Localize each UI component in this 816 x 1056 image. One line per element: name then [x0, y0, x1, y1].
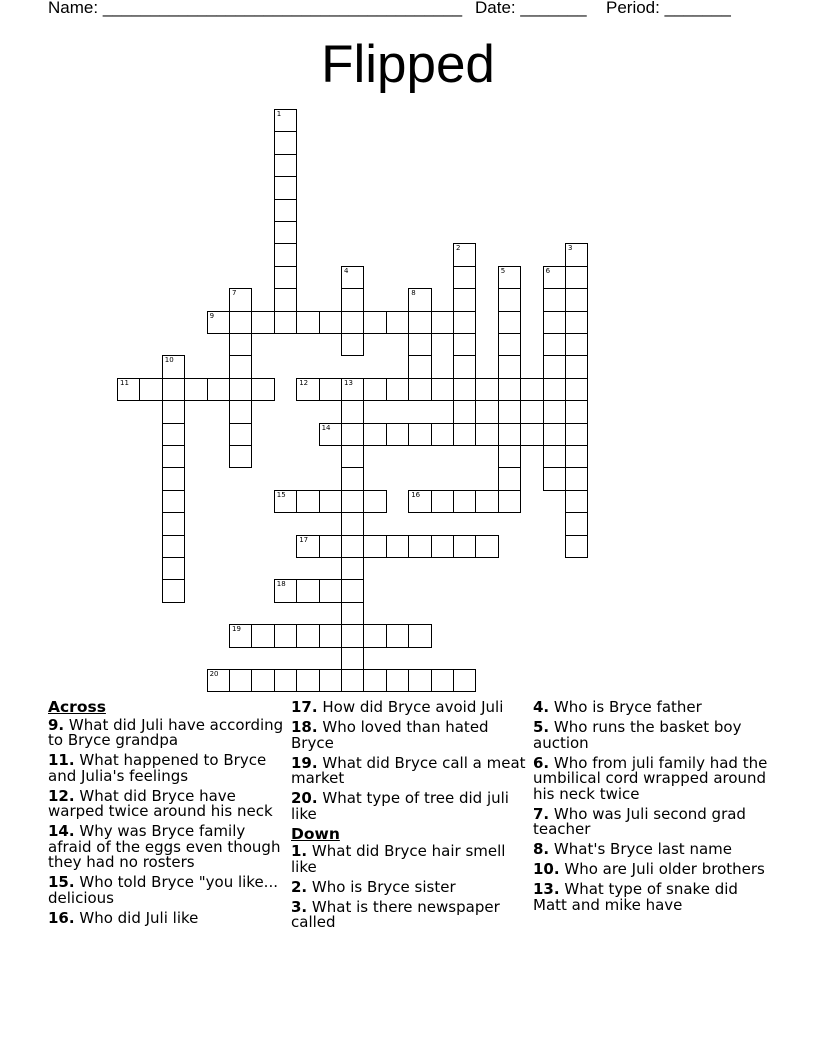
- grid-cell[interactable]: [274, 490, 297, 513]
- grid-cell[interactable]: [319, 311, 342, 334]
- grid-cell[interactable]: [363, 311, 386, 334]
- grid-cell[interactable]: [341, 445, 364, 468]
- clue-down-6: 6. Who from juli family had the umbilical cord wrapped around his neck twice: [533, 753, 768, 803]
- grid-cell[interactable]: [453, 243, 476, 266]
- grid-cell[interactable]: [251, 669, 274, 692]
- grid-cell[interactable]: [341, 266, 364, 289]
- grid-cell[interactable]: [274, 199, 297, 222]
- clue-number: 3: [568, 244, 573, 253]
- grid-cell[interactable]: [296, 624, 319, 647]
- grid-cell[interactable]: [229, 669, 252, 692]
- grid-cell[interactable]: [543, 288, 566, 311]
- clue-down-8: 8. What's Bryce last name: [533, 840, 732, 858]
- grid-cell[interactable]: [543, 311, 566, 334]
- grid-cell[interactable]: [229, 378, 252, 401]
- grid-cell[interactable]: [341, 624, 364, 647]
- clue-down-10: 10. Who are Juli older brothers: [533, 860, 765, 878]
- grid-cell[interactable]: [520, 378, 543, 401]
- grid-cell[interactable]: [117, 378, 140, 401]
- grid-cell[interactable]: [565, 311, 588, 334]
- grid-cell[interactable]: [251, 624, 274, 647]
- grid-cell[interactable]: [543, 400, 566, 423]
- grid-cell[interactable]: [162, 535, 185, 558]
- grid-cell[interactable]: [162, 378, 185, 401]
- clue-number: 19: [232, 625, 241, 634]
- clue-number: 1: [276, 110, 282, 118]
- grid-cell[interactable]: [296, 669, 319, 692]
- clue-number: 15: [276, 490, 286, 499]
- grid-cell[interactable]: [431, 669, 454, 692]
- grid-cell[interactable]: [565, 288, 588, 311]
- clue-across-11: 11. What happened to Bryce and Julia's feelings: [48, 751, 267, 785]
- grid-cell[interactable]: [520, 423, 543, 446]
- grid-cell[interactable]: [453, 333, 476, 356]
- clue-number: 12: [299, 378, 309, 387]
- grid-cell[interactable]: [229, 355, 252, 378]
- grid-cell[interactable]: [319, 669, 342, 692]
- clue-across-17: 17. How did Bryce avoid Juli: [291, 698, 504, 716]
- grid-cell[interactable]: [341, 467, 364, 490]
- clue-across-12: 12. What did Bryce have warped twice around his neck: [48, 786, 273, 820]
- grid-cell[interactable]: [341, 378, 364, 401]
- grid-cell[interactable]: [431, 311, 454, 334]
- name-label: Name:: [48, 0, 99, 17]
- grid-cell[interactable]: [543, 333, 566, 356]
- grid-cell[interactable]: [319, 490, 342, 513]
- grid-cell[interactable]: [251, 378, 274, 401]
- clue-across-9: 9. What did Juli have according to Bryce grandpa: [48, 715, 284, 749]
- grid-cell[interactable]: [139, 378, 162, 401]
- grid-cell[interactable]: [319, 579, 342, 602]
- clue-number: 8: [411, 289, 416, 298]
- clue-down-4: 4. Who is Bryce father: [533, 698, 702, 716]
- grid-cell[interactable]: [341, 535, 364, 558]
- clue-number: 18: [276, 580, 286, 589]
- grid-cell[interactable]: [251, 311, 274, 334]
- grid-cell[interactable]: [207, 669, 230, 692]
- grid-cell[interactable]: [229, 311, 252, 334]
- grid-cell[interactable]: [386, 624, 409, 647]
- grid-cell[interactable]: [274, 131, 297, 154]
- clue-number: 4: [344, 266, 349, 275]
- grid-cell[interactable]: [296, 378, 319, 401]
- grid-cell[interactable]: [274, 176, 297, 199]
- grid-cell[interactable]: [162, 512, 185, 535]
- grid-cell[interactable]: [229, 445, 252, 468]
- grid-cell[interactable]: [498, 266, 521, 289]
- grid-cell[interactable]: [363, 490, 386, 513]
- grid-cell[interactable]: [565, 467, 588, 490]
- grid-cell[interactable]: [341, 288, 364, 311]
- grid-cell[interactable]: [543, 423, 566, 446]
- date-label: Date:: [475, 0, 516, 17]
- grid-cell[interactable]: [453, 535, 476, 558]
- grid-cell[interactable]: [565, 243, 588, 266]
- grid-cell[interactable]: [207, 378, 230, 401]
- grid-cell[interactable]: [453, 355, 476, 378]
- grid-cell[interactable]: [453, 288, 476, 311]
- grid-cell[interactable]: [543, 355, 566, 378]
- clue-number: 16: [411, 490, 421, 499]
- grid-cell[interactable]: [498, 378, 521, 401]
- grid-cell[interactable]: [408, 333, 431, 356]
- clue-number: 2: [456, 244, 461, 253]
- grid-cell[interactable]: [162, 557, 185, 580]
- grid-cell[interactable]: [341, 311, 364, 334]
- grid-cell[interactable]: [341, 647, 364, 670]
- grid-cell[interactable]: [565, 400, 588, 423]
- grid-cell[interactable]: [498, 490, 521, 513]
- grid-cell[interactable]: [498, 445, 521, 468]
- grid-cell[interactable]: [543, 467, 566, 490]
- grid-cell[interactable]: [319, 378, 342, 401]
- grid-cell[interactable]: [453, 400, 476, 423]
- clue-number: 6: [545, 266, 551, 275]
- grid-cell[interactable]: [543, 266, 566, 289]
- grid-cell[interactable]: [207, 311, 230, 334]
- grid-cell[interactable]: [296, 579, 319, 602]
- grid-cell[interactable]: [408, 535, 431, 558]
- grid-cell[interactable]: [341, 400, 364, 423]
- grid-cell[interactable]: [408, 624, 431, 647]
- clue-number: 10: [164, 356, 174, 365]
- grid-cell[interactable]: [565, 378, 588, 401]
- grid-cell[interactable]: [453, 669, 476, 692]
- grid-cell[interactable]: [162, 579, 185, 602]
- clue-down-7: 7. Who was Juli second grad teacher: [533, 804, 746, 838]
- grid-cell[interactable]: [498, 467, 521, 490]
- grid-cell[interactable]: [408, 378, 431, 401]
- clue-number: 9: [209, 311, 215, 320]
- grid-cell[interactable]: [408, 311, 431, 334]
- clue-number: 20: [209, 670, 219, 678]
- clue-number: 11: [120, 378, 129, 387]
- grid-cell[interactable]: [229, 423, 252, 446]
- grid-cell[interactable]: [229, 288, 252, 311]
- down-heading: Down: [291, 824, 340, 843]
- grid-cell[interactable]: [408, 669, 431, 692]
- grid-cell[interactable]: [363, 378, 386, 401]
- grid-cell[interactable]: [408, 355, 431, 378]
- grid-cell[interactable]: [498, 400, 521, 423]
- grid-cell[interactable]: [408, 288, 431, 311]
- grid-cell[interactable]: [565, 423, 588, 446]
- grid-cell[interactable]: [386, 669, 409, 692]
- grid-cell[interactable]: [363, 624, 386, 647]
- grid-cell[interactable]: [453, 266, 476, 289]
- grid-cell[interactable]: [363, 535, 386, 558]
- across-heading: Across: [48, 698, 106, 716]
- grid-cell[interactable]: [162, 467, 185, 490]
- grid-cell[interactable]: [431, 535, 454, 558]
- grid-cell[interactable]: [565, 266, 588, 289]
- grid-cell[interactable]: [274, 669, 297, 692]
- clues-column-2: [291, 700, 531, 935]
- clue-across-19: 19. What did Bryce call a meat market: [291, 753, 526, 787]
- grid-cell[interactable]: [498, 311, 521, 334]
- clues-column-1: [48, 700, 288, 931]
- grid-cell[interactable]: [296, 490, 319, 513]
- grid-cell[interactable]: [229, 333, 252, 356]
- grid-cell[interactable]: [229, 624, 252, 647]
- grid-cell[interactable]: [475, 535, 498, 558]
- clue-across-18: 18. Who loved than hated Bryce: [291, 718, 489, 752]
- grid-cell[interactable]: [498, 333, 521, 356]
- clue-down-3: 3. What is there newspaper called: [291, 897, 500, 931]
- grid-cell[interactable]: [341, 669, 364, 692]
- grid-cell[interactable]: [431, 490, 454, 513]
- grid-cell[interactable]: [274, 624, 297, 647]
- clue-number: 17: [299, 535, 309, 544]
- grid-cell[interactable]: [341, 423, 364, 446]
- clue-down-1: 1. What did Bryce hair smell like: [291, 842, 506, 876]
- grid-cell[interactable]: [543, 378, 566, 401]
- grid-cell[interactable]: [229, 400, 252, 423]
- grid-cell[interactable]: [431, 378, 454, 401]
- grid-cell[interactable]: [453, 423, 476, 446]
- clue-down-2: 2. Who is Bryce sister: [291, 877, 456, 896]
- grid-cell[interactable]: [408, 490, 431, 513]
- grid-cell[interactable]: [565, 333, 588, 356]
- grid-cell[interactable]: [453, 378, 476, 401]
- grid-cell[interactable]: [565, 490, 588, 513]
- grid-cell[interactable]: [162, 355, 185, 378]
- clue-across-14: 14. Why was Bryce family afraid of the eggs even though they had no rosters: [48, 822, 281, 871]
- grid-cell[interactable]: [274, 221, 297, 244]
- grid-cell[interactable]: [319, 423, 342, 446]
- grid-cell[interactable]: [498, 288, 521, 311]
- clue-across-15: 15. Who told Bryce "you like... delicious: [48, 873, 278, 907]
- date-blank[interactable]: _______: [520, 0, 587, 17]
- name-blank[interactable]: ______________________________________: [102, 0, 463, 17]
- clue-number: 7: [232, 289, 237, 298]
- grid-cell[interactable]: [341, 602, 364, 625]
- period-blank[interactable]: _______: [664, 0, 731, 17]
- grid-cell[interactable]: [565, 355, 588, 378]
- clue-number: 13: [344, 378, 353, 387]
- grid-cell[interactable]: [274, 579, 297, 602]
- clue-down-13: 13. What type of snake did Matt and mike have: [533, 880, 738, 914]
- grid-cell[interactable]: [341, 579, 364, 602]
- grid-cell[interactable]: [498, 355, 521, 378]
- grid-cell[interactable]: [565, 512, 588, 535]
- grid-cell[interactable]: [162, 490, 185, 513]
- grid-cell[interactable]: [475, 423, 498, 446]
- clue-number: 14: [321, 423, 331, 432]
- grid-cell[interactable]: [184, 378, 207, 401]
- grid-cell[interactable]: [363, 423, 386, 446]
- clue-number: 5: [500, 266, 506, 275]
- grid-cell[interactable]: [341, 557, 364, 580]
- grid-cell[interactable]: [296, 311, 319, 334]
- grid-cell[interactable]: [475, 378, 498, 401]
- grid-cell[interactable]: [386, 311, 409, 334]
- grid-cell[interactable]: [162, 400, 185, 423]
- clue-across-16: 16. Who did Juli like: [48, 908, 199, 927]
- grid-cell[interactable]: [341, 512, 364, 535]
- grid-cell[interactable]: [319, 535, 342, 558]
- grid-cell[interactable]: [274, 109, 297, 132]
- grid-cell[interactable]: [162, 423, 185, 446]
- grid-cell[interactable]: [565, 535, 588, 558]
- grid-cell[interactable]: [296, 535, 319, 558]
- grid-cell[interactable]: [341, 333, 364, 356]
- grid-cell[interactable]: [363, 669, 386, 692]
- grid-cell[interactable]: [274, 154, 297, 177]
- grid-cell[interactable]: [274, 288, 297, 311]
- grid-cell[interactable]: [386, 378, 409, 401]
- grid-cell[interactable]: [565, 445, 588, 468]
- clues-column-3: [533, 700, 773, 918]
- grid-cell[interactable]: [431, 423, 454, 446]
- puzzle-title: Flipped: [321, 35, 495, 94]
- grid-cell[interactable]: [162, 445, 185, 468]
- grid-cell[interactable]: [274, 243, 297, 266]
- grid-cell[interactable]: [498, 423, 521, 446]
- grid-cell[interactable]: [341, 490, 364, 513]
- grid-cell[interactable]: [274, 266, 297, 289]
- grid-cell[interactable]: [386, 423, 409, 446]
- grid-cell[interactable]: [453, 311, 476, 334]
- period-label: Period:: [606, 0, 660, 17]
- grid-cell[interactable]: [453, 490, 476, 513]
- grid-cell[interactable]: [274, 311, 297, 334]
- grid-cell[interactable]: [408, 423, 431, 446]
- grid-cell[interactable]: [543, 445, 566, 468]
- clue-down-5: 5. Who runs the basket boy auction: [533, 718, 742, 752]
- grid-cell[interactable]: [386, 535, 409, 558]
- clue-across-20: 20. What type of tree did juli like: [291, 789, 509, 823]
- grid-cell[interactable]: [475, 490, 498, 513]
- grid-cell[interactable]: [319, 624, 342, 647]
